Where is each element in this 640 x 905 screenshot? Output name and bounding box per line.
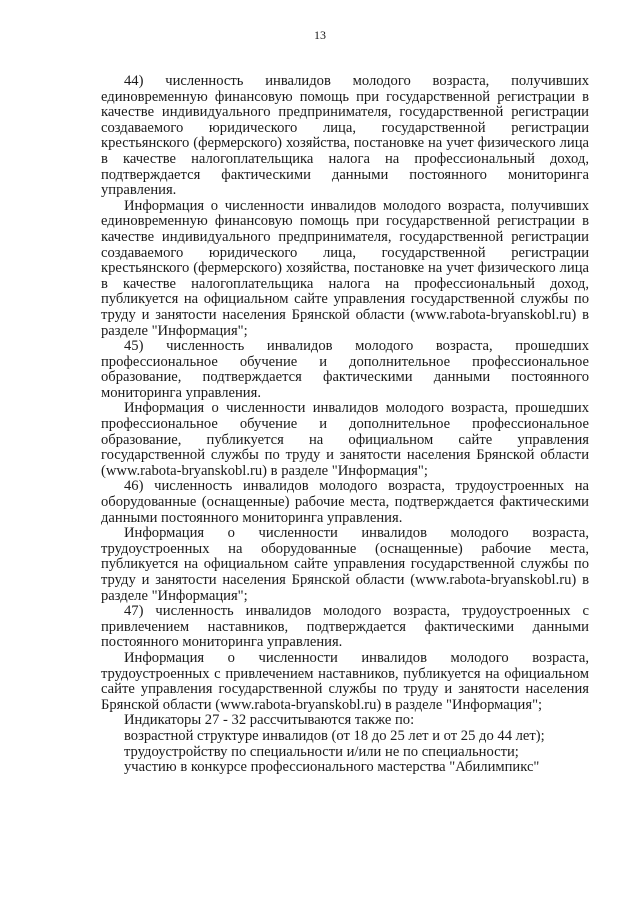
paragraph-indicators: Индикаторы 27 - 32 рассчитываются также по: xyxy=(124,712,415,729)
paragraph-abilympics: участию в конкурсе профессионального мастерства "Абилимпикс" xyxy=(124,759,540,776)
paragraph-item-45: 45) численность инвалидов молодого возраста, прошедших профессиональное обучение и дополнительное профессиональное образование, подтверждается фактическими данными постоянного мониторинга управления. xyxy=(101,338,589,401)
paragraph-info-44: Информация о численности инвалидов молодого возраста, получивших единовременную финансовую помощь при государственной регистрации в качестве индивидуального предпринимателя, государственной регистрации создаваемого юридического лица, государственной регистрации крестьянского (фермерского) хозяйства, постановке на учет физического лица в качестве налогоплательщика налога на профессиональный доход, публикуется на официальном сайте управления государственной службы по труду и занятости населения Брянской области (www.rabota-bryanskobl.ru) в разделе "Информация"; xyxy=(101,197,589,339)
paragraph-employment-specialty: трудоустройству по специальности и/или не по специальности; xyxy=(124,743,519,760)
paragraph-age-structure: возрастной структуре инвалидов (от 18 до 25 лет и от 25 до 44 лет); xyxy=(124,727,545,744)
paragraph-info-46: Информация о численности инвалидов молодого возраста, трудоустроенных на оборудованные (оснащенные) рабочие места, публикуется на официальном сайте управления государственной службы по труду и занятости населения Брянской области (www.rabota-bryanskobl.ru) в разделе "Информация"; xyxy=(101,525,589,604)
paragraph-item-46: 46) численность инвалидов молодого возраста, трудоустроенных на оборудованные (оснащенные) рабочие места, подтверждается фактическими данными постоянного мониторинга управления. xyxy=(101,478,589,526)
page-number: 13 xyxy=(314,28,326,42)
paragraph-info-47: Информация о численности инвалидов молодого возраста, трудоустроенных с привлечением наставников, публикуется на официальном сайте управления государственной службы по труду и занятости населения Брянской области (www.rabota-bryanskobl.ru) в разделе "Информация"; xyxy=(101,649,589,713)
paragraph-item-44: 44) численность инвалидов молодого возраста, получивших единовременную финансовую помощь при государственной регистрации в качестве индивидуального предпринимателя, государственной регистрации создаваемого юридического лица, государственной регистрации крестьянского (фермерского) хозяйства, постановке на учет физического лица в качестве налогоплательщика налога на профессиональный доход, подтверждается фактическими данными постоянного мониторинга управления. xyxy=(101,73,589,199)
paragraph-info-45: Информация о численности инвалидов молодого возраста, прошедших профессиональное обучение и дополнительное профессиональное образование, публикуется на официальном сайте управления государственной службы по труду и занятости населения Брянской области (www.rabota-bryanskobl.ru) в разделе "Информация"; xyxy=(101,400,589,479)
document-body xyxy=(101,74,589,776)
paragraph-item-47: 47) численность инвалидов молодого возраста, трудоустроенных с привлечением наставников, подтверждается фактическими данными постоянного мониторинга управления. xyxy=(101,603,589,651)
